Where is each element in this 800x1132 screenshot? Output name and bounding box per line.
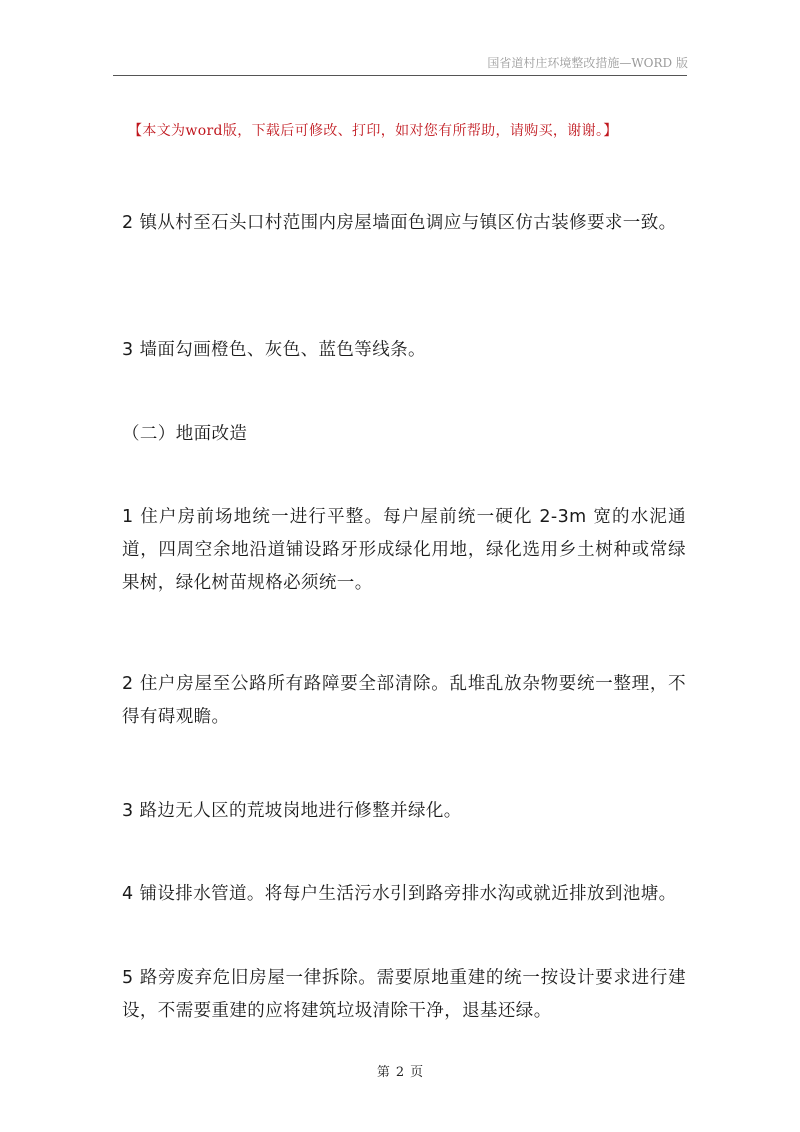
section-heading-ground: （二）地面改造 [122, 424, 248, 444]
paragraph-wall-color: 2 镇从村至石头口村范围内房屋墙面色调应与镇区仿古装修要求一致。 [122, 213, 677, 233]
page-footer [0, 1061, 800, 1080]
page-suffix: 页 [410, 1065, 424, 1080]
paragraph-yard-leveling: 1 住户房前场地统一进行平整。每户屋前统一硬化 2-3m 宽的水泥通道，四周空余地沿道铺设路牙形成绿化用地，绿化选用乡土树种或常绿果树，绿化树苗规格必须统一。 [122, 507, 686, 593]
paragraph-obstacle-removal: 2 住户房屋至公路所有路障要全部清除。乱堆乱放杂物要统一整理，不得有碍观瞻。 [122, 674, 686, 727]
paragraph-drainage: 4 铺设排水管道。将每户生活污水引到路旁排水沟或就近排放到池塘。 [122, 884, 677, 904]
header-divider [113, 75, 687, 76]
purchase-notice: 【本文为word版，下载后可修改、打印，如对您有所帮助，请购买，谢谢。】 [128, 123, 618, 139]
paragraph-house-demolition: 5 路旁废弃危旧房屋一律拆除。需要原地重建的统一按设计要求进行建设，不需要重建的应将建筑垃圾清除干净，退基还绿。 [122, 968, 686, 1021]
page-prefix: 第 [376, 1065, 390, 1080]
page-number: 2 [395, 1065, 405, 1080]
paragraph-slope-greening: 3 路边无人区的荒坡岗地进行修整并绿化。 [122, 801, 462, 821]
document-header-title: 国省道村庄环境整改措施—WORD 版 [487, 56, 688, 70]
paragraph-wall-lines: 3 墙面勾画橙色、灰色、蓝色等线条。 [122, 340, 426, 360]
